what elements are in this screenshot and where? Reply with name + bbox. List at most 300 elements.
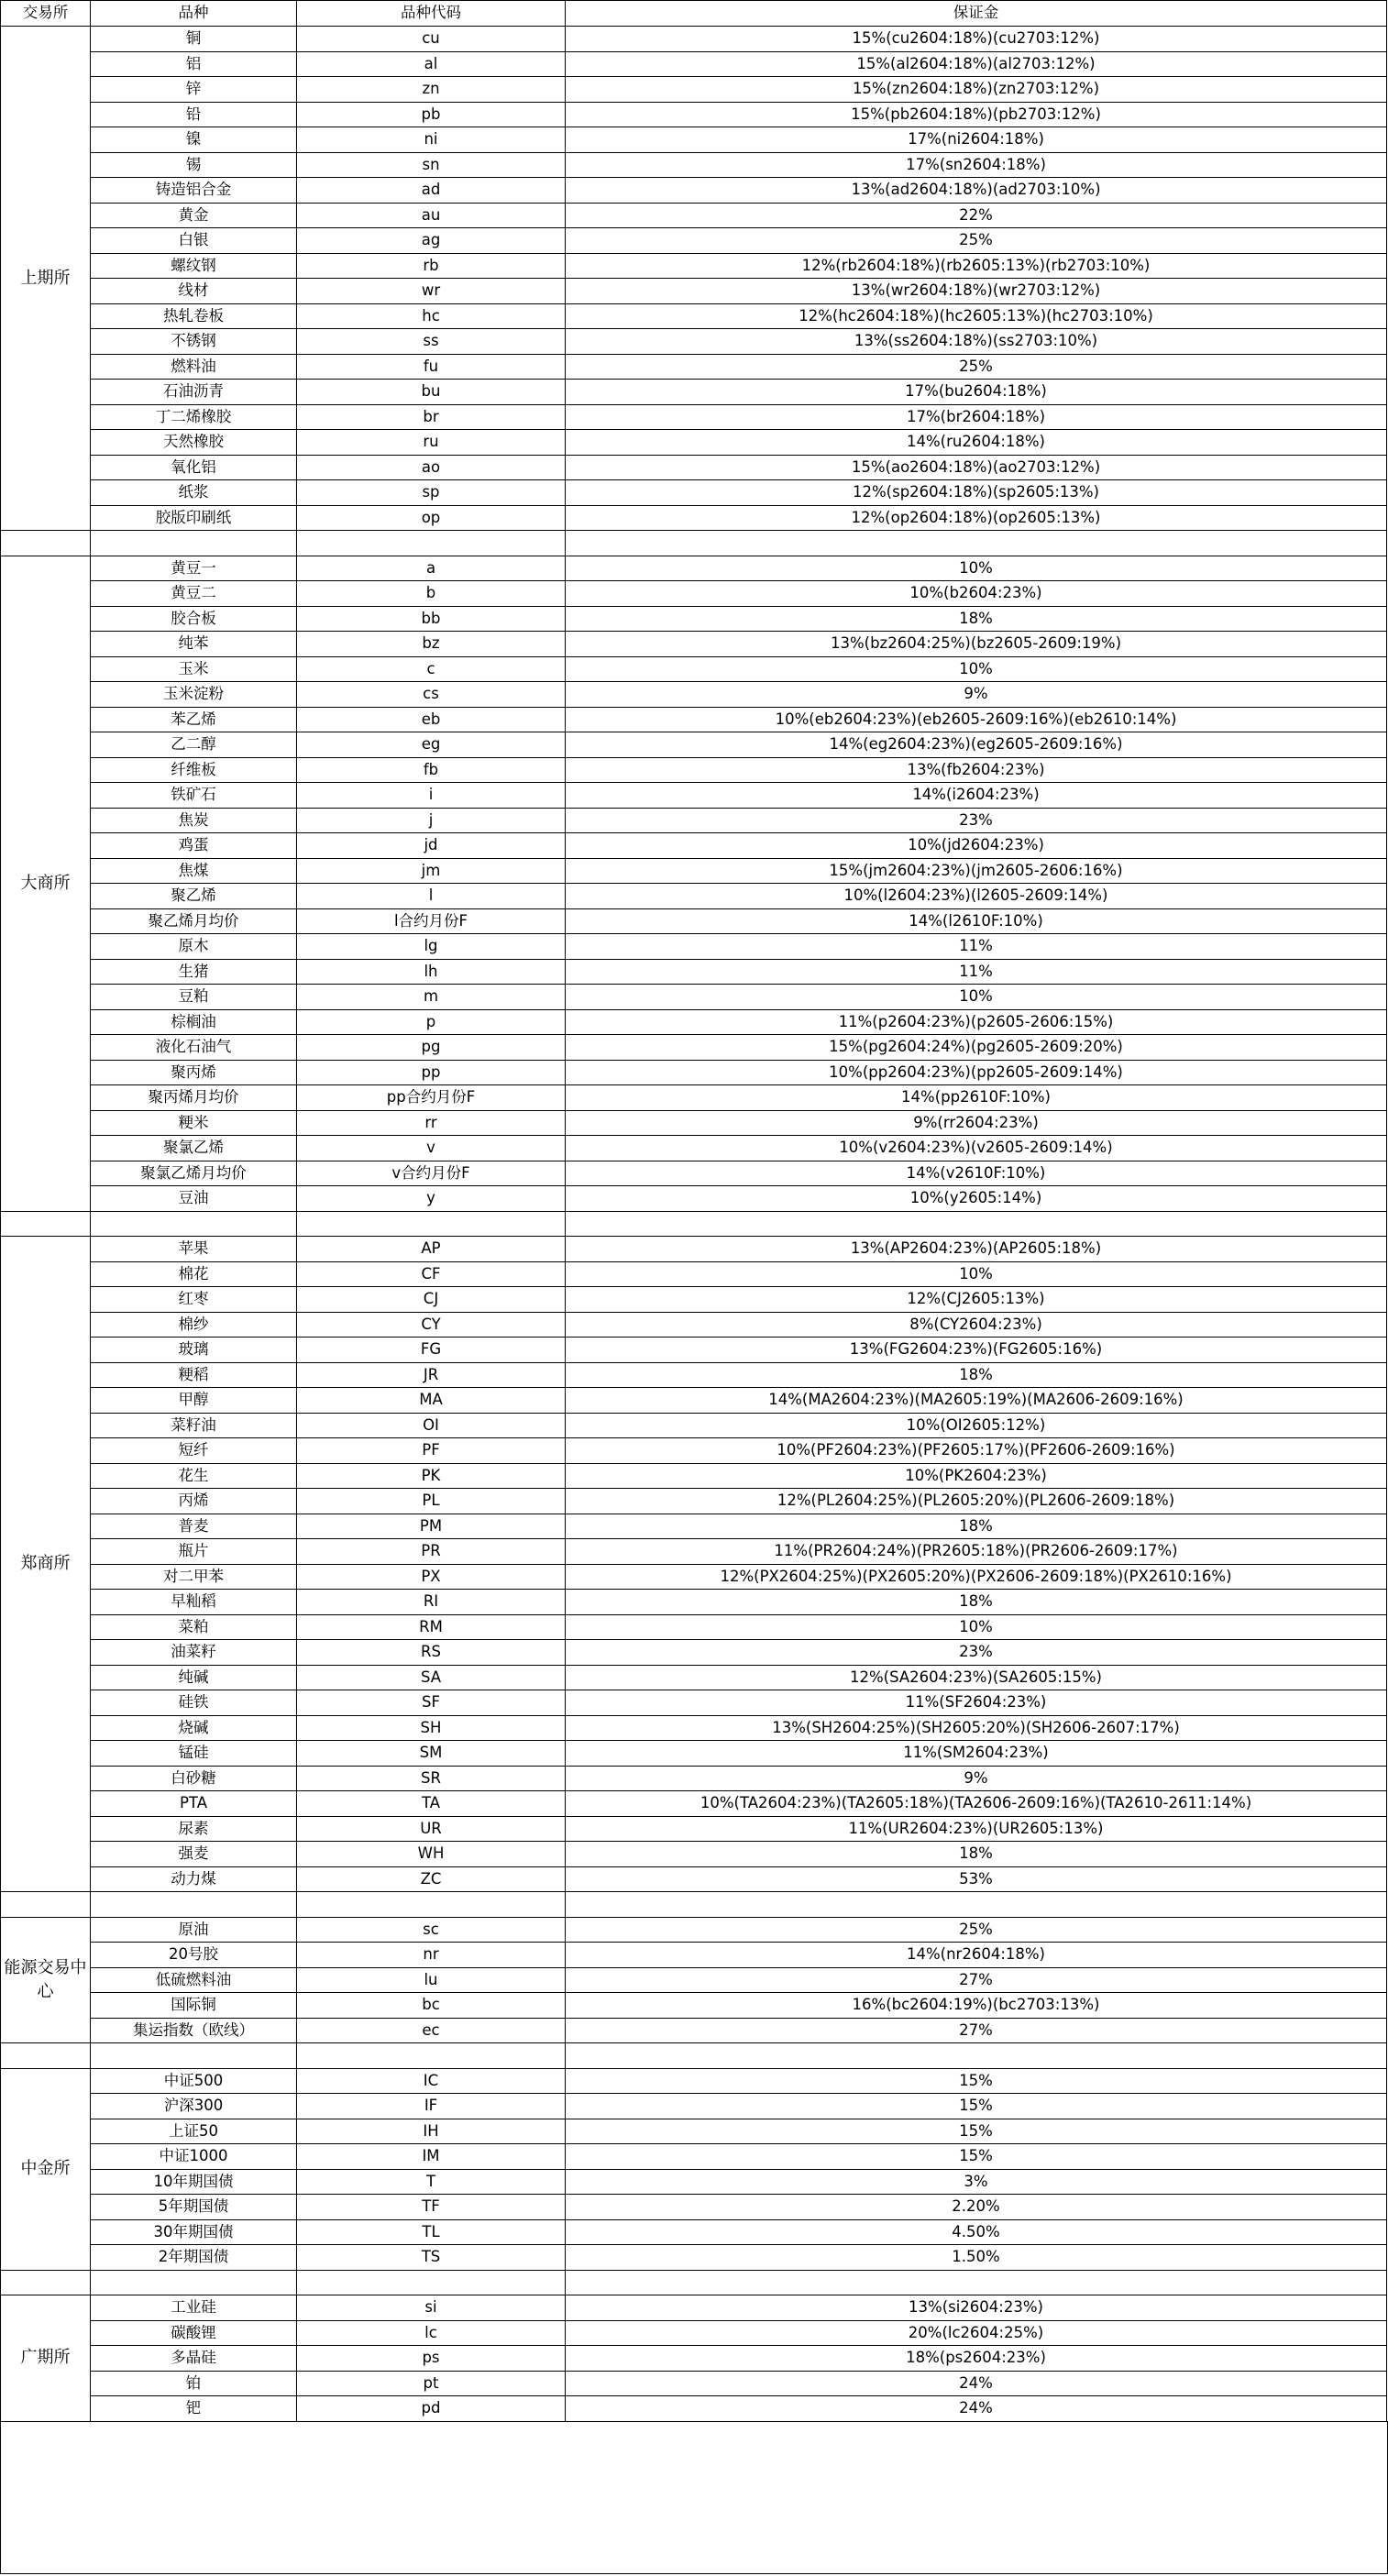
table-row: [1, 1489, 1387, 1514]
variety-cell: 丁二烯橡胶: [91, 404, 297, 430]
code-cell: PX: [297, 1564, 566, 1590]
margin-cell: 17%(sn2604:18%): [566, 152, 1387, 178]
variety-cell: 生猪: [91, 959, 297, 985]
table-row: [1, 1312, 1387, 1338]
table-row: [1, 329, 1387, 355]
variety-cell: 低硫燃料油: [91, 1967, 297, 1993]
variety-cell: 花生: [91, 1463, 297, 1489]
variety-cell: 聚乙烯: [91, 884, 297, 909]
code-cell: sp: [297, 480, 566, 506]
code-cell: bb: [297, 606, 566, 632]
variety-cell: 油菜籽: [91, 1640, 297, 1666]
empty-cell: [566, 1892, 1387, 1918]
table-row: [1, 77, 1387, 103]
spacer-row: [1, 531, 1387, 556]
table-row: [1, 1136, 1387, 1161]
variety-cell: 纸浆: [91, 480, 297, 506]
code-cell: SM: [297, 1741, 566, 1767]
code-cell: UR: [297, 1816, 566, 1842]
table-row: [1, 581, 1387, 607]
table-row: [1, 1791, 1387, 1817]
code-cell: IM: [297, 2144, 566, 2170]
variety-cell: 乙二醇: [91, 732, 297, 758]
margin-cell: 14%(MA2604:23%)(MA2605:19%)(MA2606-2609:16%): [566, 1388, 1387, 1414]
margin-cell: 11%(SF2604:23%): [566, 1690, 1387, 1716]
code-cell: bc: [297, 1993, 566, 2019]
table-row: [1, 1993, 1387, 2019]
exchange-cell: 上期所: [1, 27, 91, 531]
margin-cell: 24%: [566, 2371, 1387, 2396]
variety-cell: 棉纱: [91, 1312, 297, 1338]
table-row: [1, 51, 1387, 77]
margin-cell: 20%(lc2604:25%): [566, 2320, 1387, 2346]
code-cell: p: [297, 1009, 566, 1035]
variety-cell: 聚乙烯月均价: [91, 908, 297, 934]
code-cell: CJ: [297, 1287, 566, 1313]
variety-cell: 5年期国债: [91, 2195, 297, 2220]
code-cell: ss: [297, 329, 566, 355]
variety-cell: 玉米淀粉: [91, 682, 297, 708]
variety-cell: 石油沥青: [91, 380, 297, 405]
table-row: [1, 1614, 1387, 1640]
table-row: [1, 1362, 1387, 1388]
code-cell: TL: [297, 2219, 566, 2245]
table-row: [1, 455, 1387, 480]
code-cell: zn: [297, 77, 566, 103]
variety-cell: 普麦: [91, 1514, 297, 1539]
table-row: [1, 354, 1387, 380]
table-row: [1, 606, 1387, 632]
code-cell: ag: [297, 228, 566, 254]
empty-cell: [91, 2270, 297, 2295]
table-row: [1, 228, 1387, 254]
margin-cell: 10%(b2604:23%): [566, 581, 1387, 607]
code-cell: JR: [297, 1362, 566, 1388]
code-cell: wr: [297, 279, 566, 304]
margin-cell: 14%(ru2604:18%): [566, 430, 1387, 456]
variety-cell: 铝: [91, 51, 297, 77]
table-row: [1, 1237, 1387, 1262]
table-row: [1, 178, 1387, 204]
margin-cell: 11%: [566, 959, 1387, 985]
code-cell: y: [297, 1186, 566, 1212]
table-row: [1, 2018, 1387, 2043]
table-row: [1, 1085, 1387, 1111]
table-row: [1, 1842, 1387, 1867]
variety-cell: 国际铜: [91, 1993, 297, 2019]
variety-cell: 原油: [91, 1917, 297, 1943]
variety-cell: 铸造铝合金: [91, 178, 297, 204]
code-cell: RI: [297, 1590, 566, 1615]
empty-cell: [91, 2043, 297, 2069]
table-row: [1, 2094, 1387, 2119]
table-row: [1, 1186, 1387, 1212]
header-variety: 品种: [91, 1, 297, 27]
code-cell: i: [297, 783, 566, 809]
table-row: [1, 2320, 1387, 2346]
code-cell: pg: [297, 1035, 566, 1061]
variety-cell: 铜: [91, 27, 297, 52]
header-margin: 保证金: [566, 1, 1387, 27]
code-cell: l合约月份F: [297, 908, 566, 934]
variety-cell: 铅: [91, 102, 297, 127]
empty-cell: [297, 2270, 566, 2295]
code-cell: PF: [297, 1438, 566, 1464]
exchange-cell: 大商所: [1, 556, 91, 1211]
table-row: [1, 102, 1387, 127]
margin-cell: 11%(UR2604:23%)(UR2605:13%): [566, 1816, 1387, 1842]
margin-cell: 11%(PR2604:24%)(PR2605:18%)(PR2606-2609:17%): [566, 1539, 1387, 1565]
table-row: [1, 1514, 1387, 1539]
variety-cell: 焦煤: [91, 858, 297, 884]
table-row: [1, 934, 1387, 960]
margin-cell: 13%(AP2604:23%)(AP2605:18%): [566, 1237, 1387, 1262]
variety-cell: 聚丙烯月均价: [91, 1085, 297, 1111]
code-cell: br: [297, 404, 566, 430]
table-row: [1, 1917, 1387, 1943]
margin-cell: 18%: [566, 1842, 1387, 1867]
code-cell: RM: [297, 1614, 566, 1640]
empty-cell: [1, 1892, 91, 1918]
variety-cell: 红枣: [91, 1287, 297, 1313]
code-cell: a: [297, 556, 566, 581]
margin-cell: 13%(ad2604:18%)(ad2703:10%): [566, 178, 1387, 204]
margin-cell: 15%(cu2604:18%)(cu2703:12%): [566, 27, 1387, 52]
margin-cell: 18%: [566, 1362, 1387, 1388]
empty-cell: [91, 1211, 297, 1237]
code-cell: sn: [297, 152, 566, 178]
table-row: [1, 959, 1387, 985]
margin-cell: 12%(SA2604:23%)(SA2605:15%): [566, 1665, 1387, 1690]
code-cell: pt: [297, 2371, 566, 2396]
margin-cell: 25%: [566, 1917, 1387, 1943]
code-cell: ps: [297, 2346, 566, 2372]
variety-cell: 对二甲苯: [91, 1564, 297, 1590]
variety-cell: 天然橡胶: [91, 430, 297, 456]
variety-cell: 粳米: [91, 1110, 297, 1136]
code-cell: si: [297, 2295, 566, 2321]
code-cell: TS: [297, 2245, 566, 2271]
table-row: [1, 1715, 1387, 1741]
variety-cell: 线材: [91, 279, 297, 304]
empty-cell: [1, 2043, 91, 2069]
variety-cell: 聚氯乙烯: [91, 1136, 297, 1161]
margin-cell: 18%: [566, 1514, 1387, 1539]
variety-cell: 聚丙烯: [91, 1060, 297, 1085]
code-cell: IC: [297, 2068, 566, 2094]
margin-cell: 11%(p2604:23%)(p2605-2606:15%): [566, 1009, 1387, 1035]
variety-cell: 2年期国债: [91, 2245, 297, 2271]
margin-cell: 17%(bu2604:18%): [566, 380, 1387, 405]
margin-cell: 13%(FG2604:23%)(FG2605:16%): [566, 1338, 1387, 1363]
empty-cell: [566, 2270, 1387, 2295]
table-row: [1, 1161, 1387, 1186]
code-cell: eb: [297, 707, 566, 732]
table-row: [1, 2371, 1387, 2396]
table-row: [1, 757, 1387, 783]
empty-cell: [297, 1211, 566, 1237]
code-cell: bu: [297, 380, 566, 405]
variety-cell: 热轧卷板: [91, 303, 297, 329]
variety-cell: 苯乙烯: [91, 707, 297, 732]
code-cell: v: [297, 1136, 566, 1161]
margin-cell: 12%(PX2604:25%)(PX2605:20%)(PX2606-2609:18%)(PX2610:16%): [566, 1564, 1387, 1590]
margin-cell: 9%: [566, 682, 1387, 708]
margin-cell: 27%: [566, 1967, 1387, 1993]
code-cell: SA: [297, 1665, 566, 1690]
variety-cell: 动力煤: [91, 1866, 297, 1892]
exchange-cell: 郑商所: [1, 1237, 91, 1892]
code-cell: ru: [297, 430, 566, 456]
code-cell: IF: [297, 2094, 566, 2119]
code-cell: FG: [297, 1338, 566, 1363]
code-cell: cu: [297, 27, 566, 52]
variety-cell: 纯苯: [91, 632, 297, 657]
code-cell: nr: [297, 1943, 566, 1968]
variety-cell: 螺纹钢: [91, 253, 297, 279]
table-row: [1, 1943, 1387, 1968]
table-row: [1, 1690, 1387, 1716]
margin-cell: 14%(i2604:23%): [566, 783, 1387, 809]
variety-cell: 液化石油气: [91, 1035, 297, 1061]
variety-cell: 聚氯乙烯月均价: [91, 1161, 297, 1186]
header-exchange: 交易所: [1, 1, 91, 27]
table-row: [1, 1816, 1387, 1842]
variety-cell: 粳稻: [91, 1362, 297, 1388]
code-cell: ao: [297, 455, 566, 480]
table-row: [1, 2396, 1387, 2422]
margin-cell: 15%(al2604:18%)(al2703:12%): [566, 51, 1387, 77]
empty-cell: [566, 531, 1387, 556]
variety-cell: PTA: [91, 1791, 297, 1817]
table-row: [1, 707, 1387, 732]
margin-cell: 53%: [566, 1866, 1387, 1892]
spacer-row: [1, 1892, 1387, 1918]
table-row: [1, 833, 1387, 859]
header-code: 品种代码: [297, 1, 566, 27]
header-row: [1, 1, 1387, 27]
margin-cell: 12%(PL2604:25%)(PL2605:20%)(PL2606-2609:18%): [566, 1489, 1387, 1514]
margin-cell: 10%(pp2604:23%)(pp2605-2609:14%): [566, 1060, 1387, 1085]
code-cell: fu: [297, 354, 566, 380]
code-cell: WH: [297, 1842, 566, 1867]
table-row: [1, 1741, 1387, 1767]
exchange-cell: 中金所: [1, 2068, 91, 2270]
margin-cell: 3%: [566, 2169, 1387, 2195]
variety-cell: 豆粕: [91, 985, 297, 1010]
margin-cell: 14%(l2610F:10%): [566, 908, 1387, 934]
table-row: [1, 908, 1387, 934]
margin-cell: 12%(op2604:18%)(op2605:13%): [566, 505, 1387, 531]
code-cell: al: [297, 51, 566, 77]
exchange-cell: 广期所: [1, 2295, 91, 2422]
table-row: [1, 203, 1387, 228]
code-cell: m: [297, 985, 566, 1010]
margin-cell: 13%(SH2604:25%)(SH2605:20%)(SH2606-2607:17%): [566, 1715, 1387, 1741]
code-cell: ni: [297, 127, 566, 153]
variety-cell: 短纤: [91, 1438, 297, 1464]
empty-cell: [1, 1211, 91, 1237]
margin-cell: 18%: [566, 1590, 1387, 1615]
code-cell: bz: [297, 632, 566, 657]
margin-cell: 10%(TA2604:23%)(TA2605:18%)(TA2606-2609:16%)(TA2610-2611:14%): [566, 1791, 1387, 1817]
margin-cell: 27%: [566, 2018, 1387, 2043]
code-cell: b: [297, 581, 566, 607]
table-row: [1, 380, 1387, 405]
margin-cell: 13%(si2604:23%): [566, 2295, 1387, 2321]
table-row: [1, 127, 1387, 153]
table-row: [1, 2119, 1387, 2144]
code-cell: CY: [297, 1312, 566, 1338]
table-row: [1, 430, 1387, 456]
variety-cell: 10年期国债: [91, 2169, 297, 2195]
margin-cell: 15%: [566, 2119, 1387, 2144]
variety-cell: 碳酸锂: [91, 2320, 297, 2346]
code-cell: TF: [297, 2195, 566, 2220]
code-cell: lc: [297, 2320, 566, 2346]
code-cell: CF: [297, 1261, 566, 1287]
code-cell: v合约月份F: [297, 1161, 566, 1186]
code-cell: c: [297, 656, 566, 682]
table-row: [1, 2144, 1387, 2170]
code-cell: lh: [297, 959, 566, 985]
table-row: [1, 1110, 1387, 1136]
variety-cell: 白银: [91, 228, 297, 254]
variety-cell: 瓶片: [91, 1539, 297, 1565]
margin-cell: 22%: [566, 203, 1387, 228]
code-cell: IH: [297, 2119, 566, 2144]
code-cell: hc: [297, 303, 566, 329]
margin-cell: 10%: [566, 1261, 1387, 1287]
margin-cell: 14%(eg2604:23%)(eg2605-2609:16%): [566, 732, 1387, 758]
spacer-row: [1, 2270, 1387, 2295]
variety-cell: 中证1000: [91, 2144, 297, 2170]
variety-cell: 菜粕: [91, 1614, 297, 1640]
code-cell: j: [297, 808, 566, 833]
empty-cell: [297, 1892, 566, 1918]
code-cell: jm: [297, 858, 566, 884]
code-cell: AP: [297, 1237, 566, 1262]
margin-cell: 15%(zn2604:18%)(zn2703:12%): [566, 77, 1387, 103]
variety-cell: 沪深300: [91, 2094, 297, 2119]
table-row: [1, 1287, 1387, 1313]
variety-cell: 纤维板: [91, 757, 297, 783]
code-cell: sc: [297, 1917, 566, 1943]
variety-cell: 燃料油: [91, 354, 297, 380]
code-cell: pb: [297, 102, 566, 127]
spacer-row: [1, 1211, 1387, 1237]
variety-cell: 硅铁: [91, 1690, 297, 1716]
variety-cell: 鸡蛋: [91, 833, 297, 859]
table-row: [1, 505, 1387, 531]
code-cell: pp合约月份F: [297, 1085, 566, 1111]
margin-cell: 13%(wr2604:18%)(wr2703:12%): [566, 279, 1387, 304]
table-row: [1, 2245, 1387, 2271]
table-row: [1, 1438, 1387, 1464]
table-row: [1, 27, 1387, 52]
variety-cell: 黄金: [91, 203, 297, 228]
variety-cell: 原木: [91, 934, 297, 960]
table-row: [1, 632, 1387, 657]
table-row: [1, 858, 1387, 884]
margin-cell: 13%(bz2604:25%)(bz2605-2609:19%): [566, 632, 1387, 657]
variety-cell: 铁矿石: [91, 783, 297, 809]
variety-cell: 甲醇: [91, 1388, 297, 1414]
margin-cell: 15%(jm2604:23%)(jm2605-2606:16%): [566, 858, 1387, 884]
table-row: [1, 1967, 1387, 1993]
table-row: [1, 732, 1387, 758]
margin-cell: 1.50%: [566, 2245, 1387, 2271]
table-row: [1, 1413, 1387, 1438]
table-row: [1, 1590, 1387, 1615]
empty-cell: [1, 2270, 91, 2295]
margin-cell: 10%: [566, 985, 1387, 1010]
exchange-cell: 能源交易中心: [1, 1917, 91, 2043]
table-row: [1, 1766, 1387, 1791]
table-row: [1, 2219, 1387, 2245]
table-row: [1, 1060, 1387, 1085]
table-row: [1, 656, 1387, 682]
code-cell: rb: [297, 253, 566, 279]
code-cell: MA: [297, 1388, 566, 1414]
variety-cell: 镍: [91, 127, 297, 153]
code-cell: ZC: [297, 1866, 566, 1892]
table-row: [1, 985, 1387, 1010]
code-cell: l: [297, 884, 566, 909]
margin-cell: 13%(fb2604:23%): [566, 757, 1387, 783]
empty-cell: [297, 2043, 566, 2069]
variety-cell: 早籼稻: [91, 1590, 297, 1615]
table-row: [1, 480, 1387, 506]
margin-cell: 15%(ao2604:18%)(ao2703:12%): [566, 455, 1387, 480]
code-cell: SR: [297, 1766, 566, 1791]
code-cell: lg: [297, 934, 566, 960]
table-row: [1, 2068, 1387, 2094]
code-cell: T: [297, 2169, 566, 2195]
margin-cell: 23%: [566, 1640, 1387, 1666]
table-row: [1, 783, 1387, 809]
variety-cell: 棉花: [91, 1261, 297, 1287]
variety-cell: 不锈钢: [91, 329, 297, 355]
variety-cell: 铂: [91, 2371, 297, 2396]
margin-cell: 10%: [566, 1614, 1387, 1640]
variety-cell: 中证500: [91, 2068, 297, 2094]
variety-cell: 玉米: [91, 656, 297, 682]
table-row: [1, 1564, 1387, 1590]
variety-cell: 锰硅: [91, 1741, 297, 1767]
margin-cell: 17%(ni2604:18%): [566, 127, 1387, 153]
table-row: [1, 2346, 1387, 2372]
code-cell: lu: [297, 1967, 566, 1993]
code-cell: PL: [297, 1489, 566, 1514]
margin-cell: 10%: [566, 656, 1387, 682]
table-row: [1, 682, 1387, 708]
table-row: [1, 1640, 1387, 1666]
variety-cell: 苹果: [91, 1237, 297, 1262]
margin-cell: 15%(pg2604:24%)(pg2605-2609:20%): [566, 1035, 1387, 1061]
variety-cell: 黄豆二: [91, 581, 297, 607]
variety-cell: 菜籽油: [91, 1413, 297, 1438]
table-row: [1, 884, 1387, 909]
code-cell: ec: [297, 2018, 566, 2043]
code-cell: jd: [297, 833, 566, 859]
margin-cell: 10%(v2604:23%)(v2605-2609:14%): [566, 1136, 1387, 1161]
margin-cell: 12%(CJ2605:13%): [566, 1287, 1387, 1313]
margin-cell: 11%: [566, 934, 1387, 960]
code-cell: eg: [297, 732, 566, 758]
margin-cell: 18%: [566, 606, 1387, 632]
variety-cell: 黄豆一: [91, 556, 297, 581]
